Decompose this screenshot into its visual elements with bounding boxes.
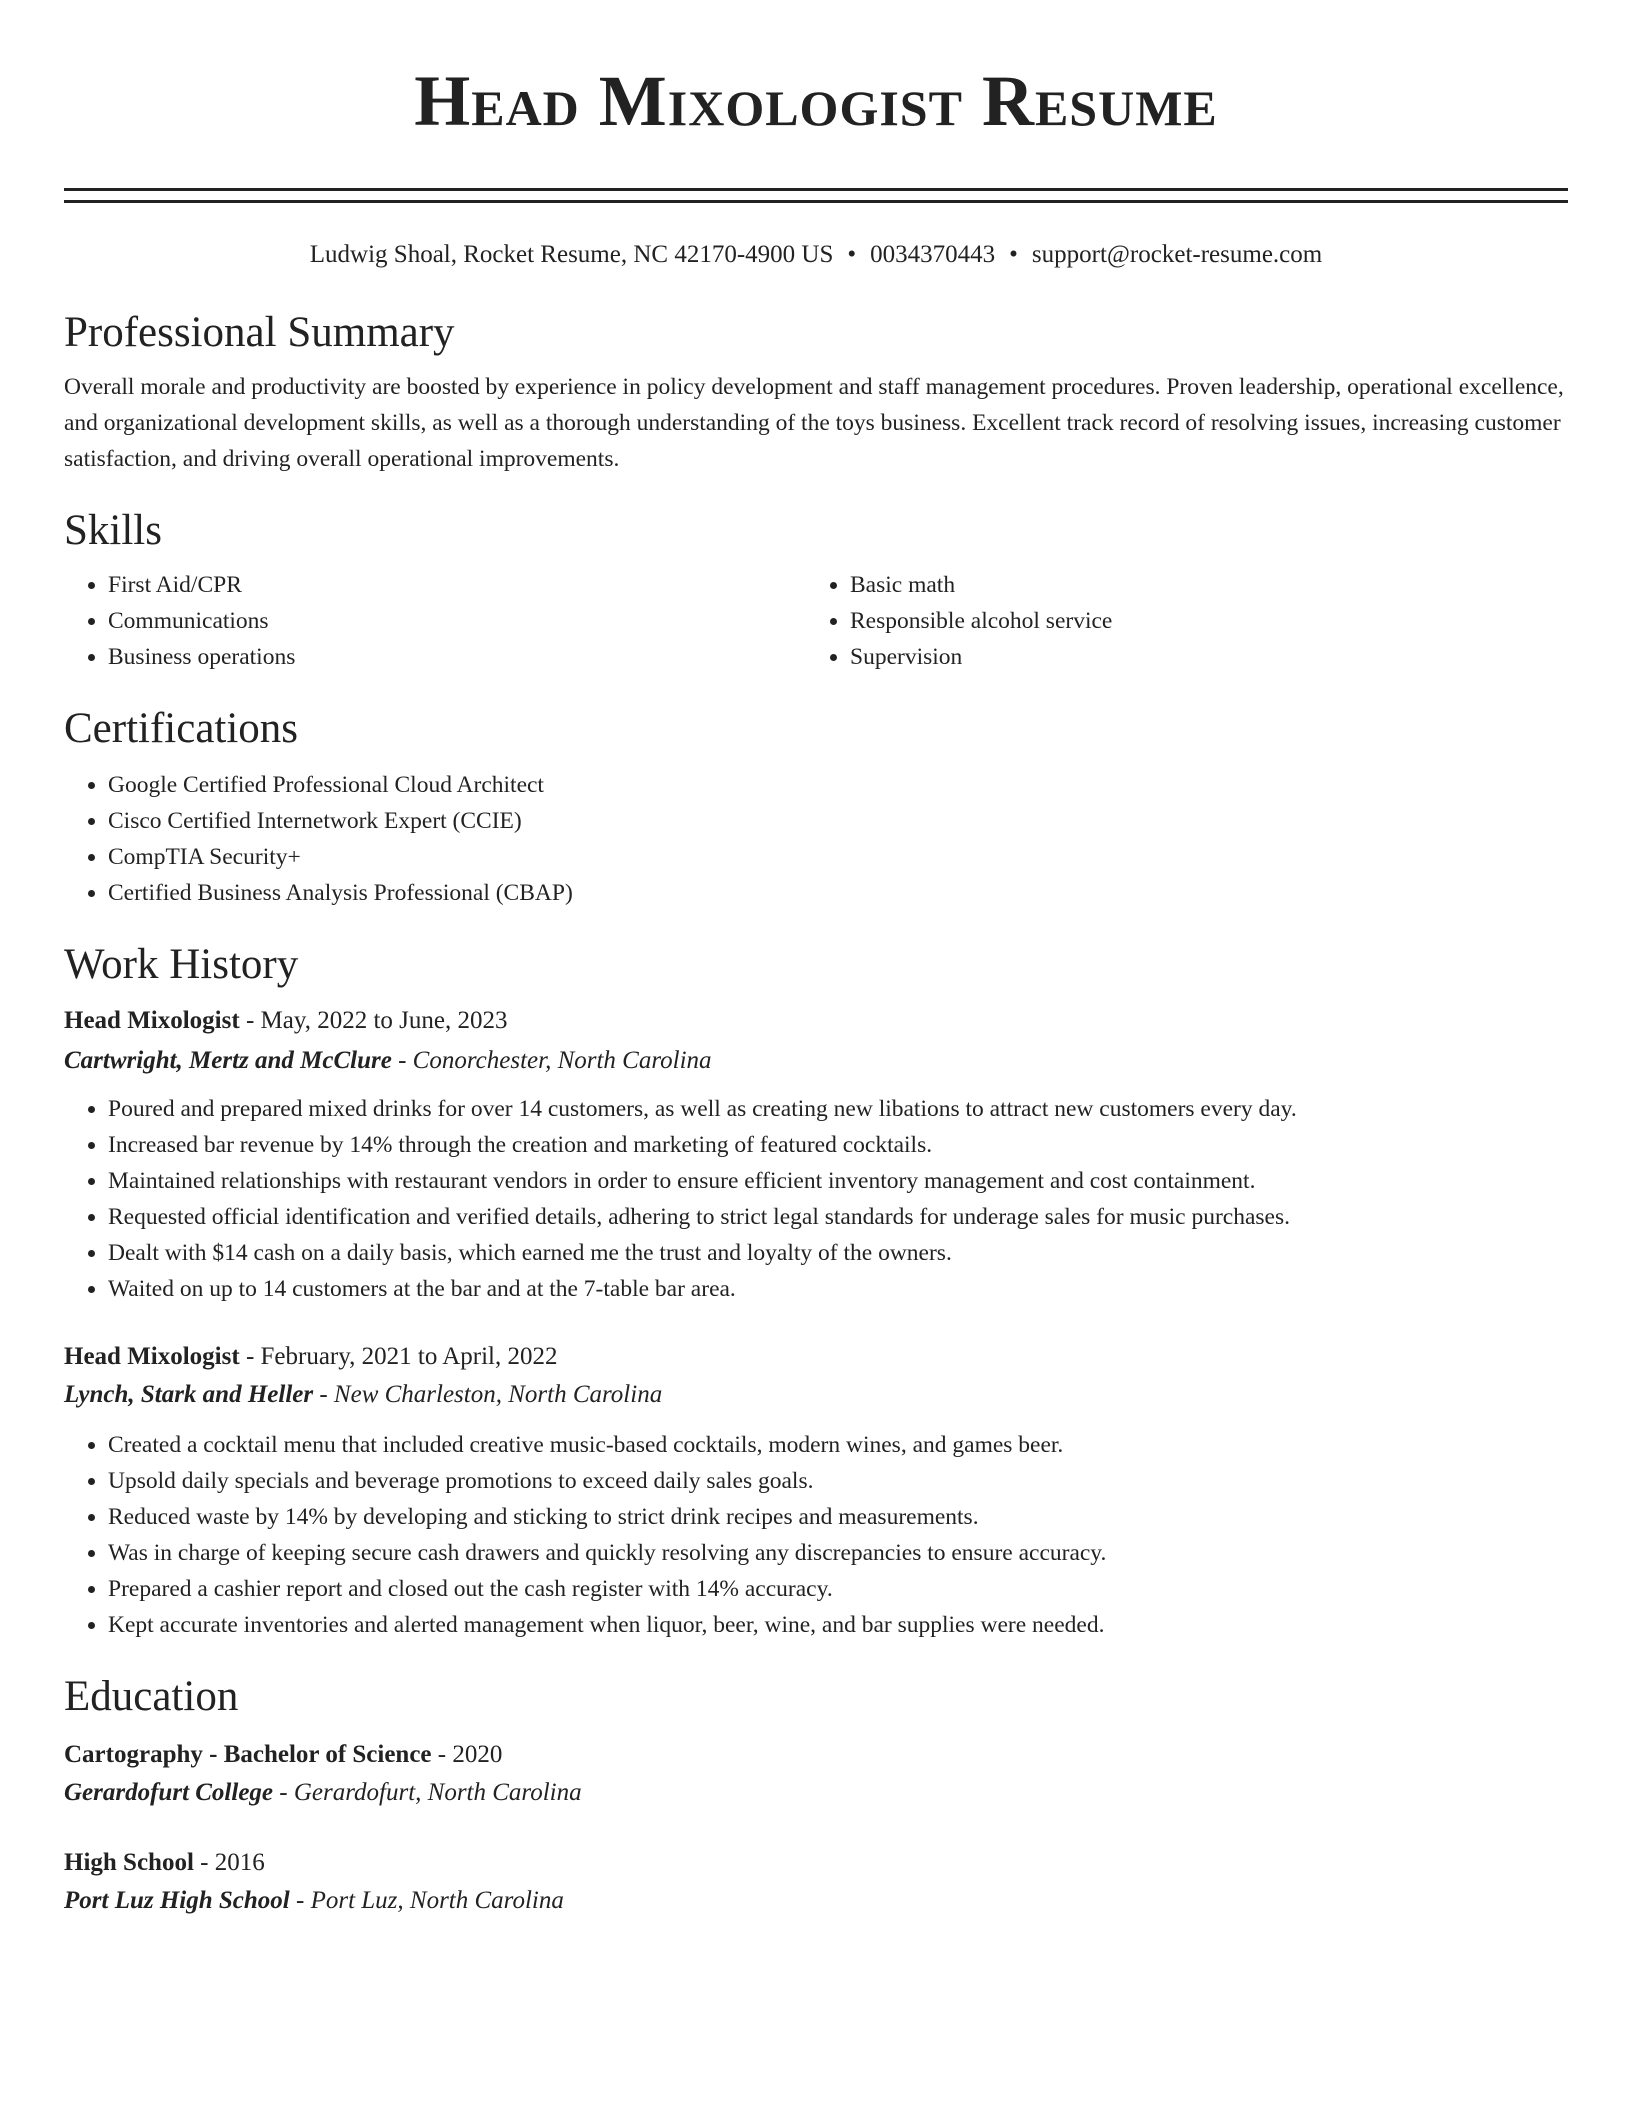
job-bullet: • Requested official identification and verified details, adhering to strict legal standards for underage sales for music purchases. bbox=[108, 1199, 1568, 1235]
work-history-heading: Work History bbox=[64, 941, 299, 988]
job-bullets bbox=[64, 1427, 1568, 1643]
skill-item: • Responsible alcohol service bbox=[850, 603, 1548, 639]
skills-list bbox=[64, 567, 1568, 675]
job-bullet: • Waited on up to 14 customers at the bar and at the 7-table bar area. bbox=[108, 1271, 1568, 1307]
school-line bbox=[64, 1883, 1568, 1919]
title-double-rule bbox=[64, 188, 1568, 203]
employer-location: - Conorchester, North Carolina bbox=[391, 1047, 712, 1074]
job-entry bbox=[64, 1003, 1568, 1307]
contact-email: support@rocket-resume.com bbox=[1031, 241, 1323, 268]
job-title-line bbox=[64, 1003, 1568, 1039]
certifications-heading: Certifications bbox=[64, 705, 299, 752]
skill-item: • Business operations bbox=[108, 639, 806, 675]
job-bullet: • Prepared a cashier report and closed out the cash register with 14% accuracy. bbox=[108, 1571, 1568, 1607]
contact-phone: 0034370443 bbox=[870, 241, 996, 268]
contact-separator: • bbox=[847, 241, 857, 268]
skill-item: • Communications bbox=[108, 603, 806, 639]
education-entry bbox=[64, 1845, 1568, 1919]
contact-separator: • bbox=[1009, 241, 1018, 268]
job-title: Head Mixologist bbox=[64, 1343, 240, 1370]
degree-name: High School bbox=[64, 1849, 194, 1876]
certification-item: • Cisco Certified Internetwork Expert (CCIE) bbox=[108, 803, 1568, 839]
certification-item: • Google Certified Professional Cloud Architect bbox=[108, 767, 1568, 803]
school-location: - Gerardofurt, North Carolina bbox=[273, 1779, 582, 1806]
job-bullet: • Reduced waste by 14% by developing and sticking to strict drink recipes and measurements. bbox=[108, 1499, 1568, 1535]
job-bullet: • Was in charge of keeping secure cash drawers and quickly resolving any discrepancies to ensure accuracy. bbox=[108, 1535, 1568, 1571]
education-heading: Education bbox=[64, 1673, 239, 1720]
school-line bbox=[64, 1775, 1568, 1811]
degree-year: - 2020 bbox=[431, 1741, 503, 1768]
summary-heading: Professional Summary bbox=[64, 309, 455, 356]
skill-item: • First Aid/CPR bbox=[108, 567, 806, 603]
skills-heading: Skills bbox=[64, 507, 162, 554]
job-bullet: • Upsold daily specials and beverage promotions to exceed daily sales goals. bbox=[108, 1463, 1568, 1499]
employer-line bbox=[64, 1043, 1568, 1079]
employer-line bbox=[64, 1377, 1568, 1413]
job-bullet: • Maintained relationships with restaurant vendors in order to ensure efficient inventory management and cost containment. bbox=[108, 1163, 1568, 1199]
degree-year: - 2016 bbox=[193, 1849, 265, 1876]
job-bullet: • Increased bar revenue by 14% through the creation and marketing of featured cocktails. bbox=[108, 1127, 1568, 1163]
job-title-line bbox=[64, 1339, 1568, 1375]
summary-text: Overall morale and productivity are boosted by experience in policy development and staff management procedures. Proven leadership, operational excellence, and organizational development skills, as well as a thorough understanding of the toys business. Excellent track record of resolving issues, increasing customer satisfaction, and driving overall operational improvements. bbox=[64, 374, 1564, 472]
employer-location: - New Charleston, North Carolina bbox=[313, 1381, 663, 1408]
education-entry bbox=[64, 1737, 1568, 1811]
employer-name: Cartwright, Mertz and McClure bbox=[64, 1047, 392, 1074]
job-bullet: • Poured and prepared mixed drinks for over 14 customers, as well as creating new libations to attract new customers every day. bbox=[108, 1091, 1568, 1127]
contact-line bbox=[64, 239, 1568, 271]
contact-address: Ludwig Shoal, Rocket Resume, NC 42170-4900 US bbox=[309, 241, 834, 268]
certifications-list bbox=[64, 767, 1568, 911]
job-bullets bbox=[64, 1091, 1568, 1307]
certification-item: • Certified Business Analysis Professional (CBAP) bbox=[108, 875, 1568, 911]
school-location: - Port Luz, North Carolina bbox=[289, 1887, 564, 1914]
school-name: Gerardofurt College bbox=[64, 1779, 274, 1806]
job-bullet: • Created a cocktail menu that included creative music-based cocktails, modern wines, and games beer. bbox=[108, 1427, 1568, 1463]
skills-column-right bbox=[806, 567, 1548, 675]
job-dates: - May, 2022 to June, 2023 bbox=[239, 1007, 508, 1034]
job-entry bbox=[64, 1339, 1568, 1643]
skill-item: • Basic math bbox=[850, 567, 1548, 603]
skill-item: • Supervision bbox=[850, 639, 1548, 675]
job-title: Head Mixologist bbox=[64, 1007, 240, 1034]
degree-name: Cartography - Bachelor of Science bbox=[64, 1741, 432, 1768]
resume-title: Head Mixologist Resume bbox=[414, 61, 1218, 141]
degree-line bbox=[64, 1737, 1568, 1773]
degree-line bbox=[64, 1845, 1568, 1881]
job-bullet: • Kept accurate inventories and alerted management when liquor, beer, wine, and bar supplies were needed. bbox=[108, 1607, 1568, 1643]
resume-page bbox=[64, 0, 1568, 1919]
job-dates: - February, 2021 to April, 2022 bbox=[239, 1343, 558, 1370]
skills-column-left bbox=[64, 567, 806, 675]
employer-name: Lynch, Stark and Heller bbox=[64, 1381, 314, 1408]
certification-item: • CompTIA Security+ bbox=[108, 839, 1568, 875]
job-bullet: • Dealt with $14 cash on a daily basis, which earned me the trust and loyalty of the owners. bbox=[108, 1235, 1568, 1271]
school-name: Port Luz High School bbox=[64, 1887, 290, 1914]
